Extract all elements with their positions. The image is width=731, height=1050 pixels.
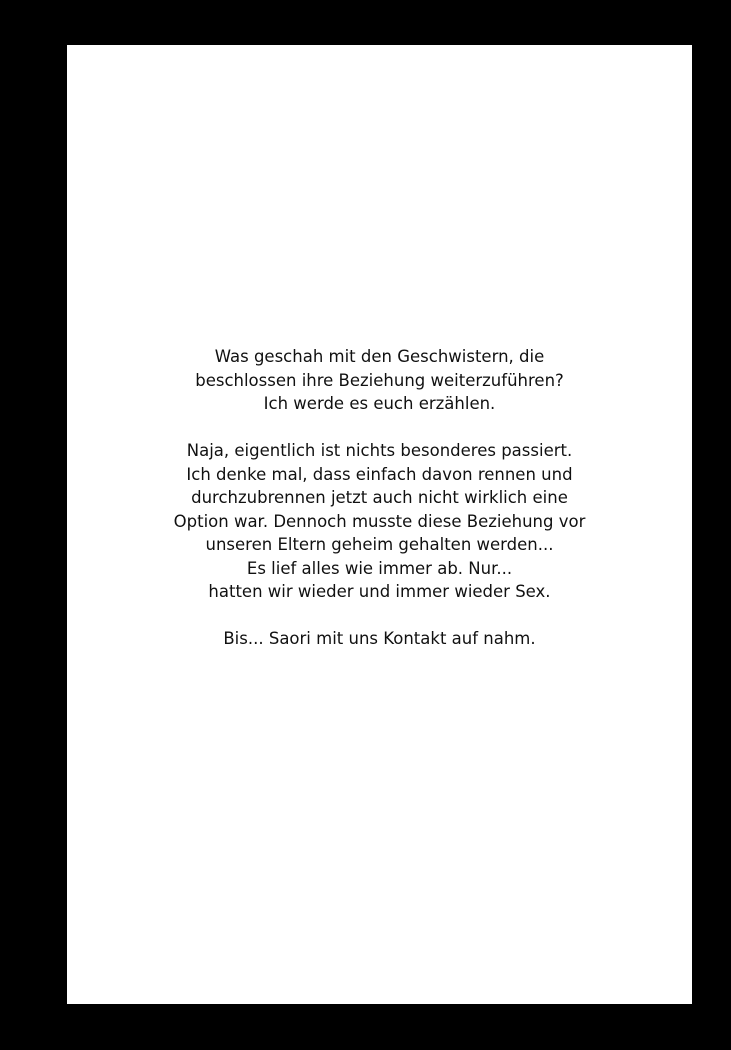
paragraph-intro	[67, 345, 692, 416]
paragraph-closing	[67, 627, 692, 651]
text-line: Es lief alles wie immer ab. Nur...	[246, 558, 513, 578]
text-line: Was geschah mit den Geschwistern, die	[214, 347, 545, 366]
text-line: beschlossen ihre Beziehung weiterzuführen?	[195, 370, 564, 390]
paragraph-story	[67, 439, 692, 604]
text-line: durchzubrennen jetzt auch nicht wirklich eine	[191, 488, 568, 507]
text-line: Ich denke mal, dass einfach davon rennen und	[186, 464, 573, 484]
text-line: Bis... Saori mit uns Kontakt auf nahm.	[223, 629, 536, 648]
narration-text	[67, 345, 692, 651]
text-line: Naja, eigentlich ist nichts besonderes passiert.	[186, 441, 573, 460]
text-line: Option war. Dennoch musste diese Beziehung vor	[173, 511, 586, 531]
text-line: Ich werde es euch erzählen.	[263, 394, 496, 413]
text-line: unseren Eltern geheim gehalten werden...	[205, 535, 554, 554]
text-line: hatten wir wieder und immer wieder Sex.	[208, 582, 551, 601]
page-panel	[67, 45, 692, 1004]
